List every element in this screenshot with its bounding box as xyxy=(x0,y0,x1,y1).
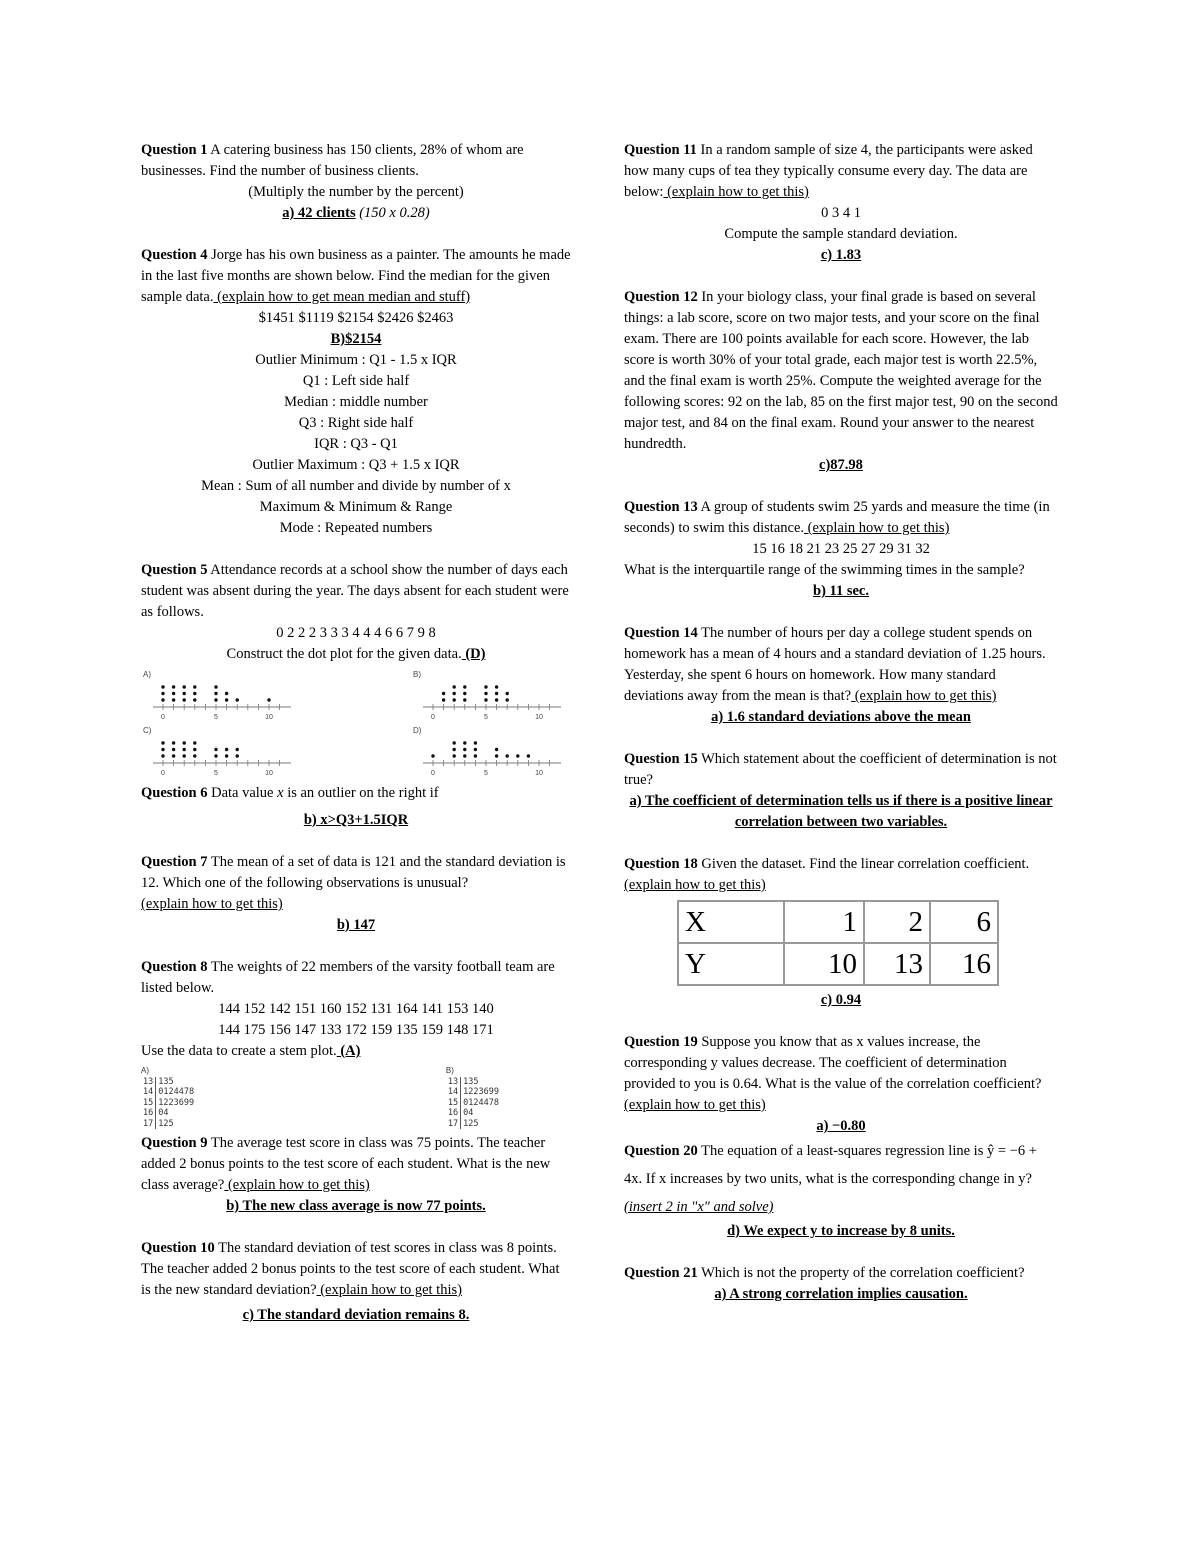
tick-label: 10 xyxy=(535,770,543,777)
stem-value: 15 xyxy=(446,1098,461,1109)
dot-mark xyxy=(183,741,186,744)
stem-row xyxy=(446,1108,501,1119)
stem-row xyxy=(141,1087,196,1098)
dot-mark xyxy=(453,748,456,751)
dot-mark xyxy=(214,685,217,688)
question-label: Question 14 xyxy=(624,625,698,641)
dot-mark xyxy=(453,754,456,757)
question-text: Which statement about the coefficient of determination is not true? xyxy=(624,751,1057,788)
dot-mark xyxy=(516,754,519,757)
dot-mark xyxy=(453,685,456,688)
note: (explain how to get mean median and stuff) xyxy=(213,289,471,305)
dot-plot-a xyxy=(141,669,301,721)
prompt: Use the data to create a stem plot. xyxy=(141,1043,337,1059)
question-text: A catering business has 150 clients, 28% of whom are businesses. Find the number of business clients. xyxy=(141,142,524,179)
question-label: Question 9 xyxy=(141,1135,208,1151)
data-values: $1451 $1119 $2154 $2426 $2463 xyxy=(258,310,454,326)
table-cell: X xyxy=(678,901,784,943)
question-text: The number of hours per day a college student spends on homework has a mean of 4 hours and a standard deviation of 1.25 hours. Yesterday, she spent 6 hours on homework. How many standard deviations away from the mean is that? xyxy=(624,625,1046,704)
note-line: Q3 : Right side half xyxy=(298,415,414,431)
question-label: Question 6 xyxy=(141,785,208,801)
table-row xyxy=(678,901,998,943)
leaf-values: 04 xyxy=(158,1108,169,1118)
dot-plot-c xyxy=(141,725,301,777)
stem-row xyxy=(141,1108,196,1119)
stem-value: 16 xyxy=(446,1108,461,1119)
dot-mark xyxy=(161,754,164,757)
answer: b) x>Q3+1.5IQR xyxy=(303,812,409,828)
dot-mark xyxy=(474,754,477,757)
plot-label: D) xyxy=(413,726,422,735)
question-8 xyxy=(141,957,571,1129)
note-line: Q1 : Left side half xyxy=(302,373,410,389)
data-values: 0 3 4 1 xyxy=(821,205,861,221)
tick-label: 0 xyxy=(161,770,165,777)
answer: b) 11 sec. xyxy=(813,583,869,599)
note-line: Outlier Maximum : Q3 + 1.5 x IQR xyxy=(252,457,460,473)
dot-mark xyxy=(267,698,270,701)
note-line: Outlier Minimum : Q1 - 1.5 x IQR xyxy=(255,352,457,368)
table-cell: 13 xyxy=(864,943,930,985)
question-label: Question 18 xyxy=(624,856,698,872)
question-13 xyxy=(624,497,1058,602)
right-column xyxy=(624,140,1058,1326)
dot-mark xyxy=(453,741,456,744)
table-cell: 6 xyxy=(930,901,998,943)
stem-row xyxy=(141,1077,196,1088)
question-text: Which is not the property of the correlation coefficient? xyxy=(697,1265,1025,1281)
dot-plot-options-row2 xyxy=(141,725,571,777)
dot-mark xyxy=(484,692,487,695)
dot-mark xyxy=(214,754,217,757)
question-label: Question 5 xyxy=(141,562,208,578)
answer: b) 147 xyxy=(336,917,376,933)
dot-plot-d xyxy=(411,725,571,777)
dot-mark xyxy=(193,698,196,701)
question-text: Jorge has his own business as a painter. The amounts he made in the last five months are shown below. Find the median for the given sample data. xyxy=(141,247,571,305)
dot-mark xyxy=(463,685,466,688)
data-values: 0 2 2 2 3 3 3 4 4 4 6 6 7 9 8 xyxy=(276,625,436,641)
tick-label: 0 xyxy=(431,770,435,777)
table-cell: 1 xyxy=(784,901,864,943)
xy-data-table xyxy=(677,900,999,986)
dot-mark xyxy=(474,748,477,751)
question-text: In a random sample of size 4, the participants were asked how many cups of tea they typically consume every day. The data are below: xyxy=(624,142,1033,200)
dot-mark xyxy=(172,754,175,757)
dot-mark xyxy=(193,692,196,695)
left-column xyxy=(141,140,571,1347)
data-values: 144 152 142 151 160 152 131 164 141 153 140 xyxy=(218,1001,494,1017)
answer-note: (150 x 0.28) xyxy=(355,205,430,221)
dot-mark xyxy=(453,698,456,701)
note-line: Mode : Repeated numbers xyxy=(279,520,433,536)
dot-mark xyxy=(442,698,445,701)
leaf-values: 135 xyxy=(158,1076,174,1087)
dot-mark xyxy=(193,685,196,688)
dot-mark xyxy=(495,692,498,695)
answer: d) We expect y to increase by 8 units. xyxy=(727,1223,955,1239)
dot-mark xyxy=(172,685,175,688)
question-21 xyxy=(624,1263,1058,1305)
question-label: Question 20 xyxy=(624,1143,698,1159)
dot-mark xyxy=(161,692,164,695)
question-text: A group of students swim 25 yards and measure the time (in seconds) to swim this distance. xyxy=(624,499,1050,536)
hint: (Multiply the number by the percent) xyxy=(248,184,464,200)
tick-label: 10 xyxy=(265,770,273,777)
question-text: The average test score in class was 75 points. The teacher added 2 bonus points to the test score of each student. What is the new class average? xyxy=(141,1135,551,1193)
dot-mark xyxy=(225,692,228,695)
leaf-values: 135 xyxy=(463,1076,479,1087)
answer: B)$2154 xyxy=(330,331,382,347)
stem-row xyxy=(446,1087,501,1098)
dot-mark xyxy=(183,748,186,751)
question-9 xyxy=(141,1133,571,1217)
dot-mark xyxy=(172,741,175,744)
data-values: 15 16 18 21 23 25 27 29 31 32 xyxy=(752,541,930,557)
stem-value: 13 xyxy=(141,1077,156,1088)
prompt: What is the interquartile range of the swimming times in the sample? xyxy=(624,562,1025,578)
answer: a) A strong correlation implies causation. xyxy=(714,1286,968,1302)
question-text: Suppose you know that as x values increase, the corresponding y values decrease. The coefficient of determination provided to you is 0.64. What is the value of the correlation coefficient? xyxy=(624,1034,1042,1092)
dot-mark xyxy=(183,685,186,688)
stem-table xyxy=(446,1077,501,1130)
question-text: The equation of a least-squares regression line is ŷ = −6 + 4x. If x increases by two units, what is the corresponding change in y? xyxy=(624,1143,1037,1187)
stem-value: 14 xyxy=(141,1087,156,1098)
leaf-values: 04 xyxy=(463,1108,474,1118)
note: (explain how to get this) xyxy=(624,877,766,893)
dot-mark xyxy=(495,748,498,751)
note: (insert 2 in "x" and solve) xyxy=(624,1199,774,1215)
dot-mark xyxy=(463,698,466,701)
question-text: Attendance records at a school show the number of days each student was absent during the year. The days absent for each student were as follows. xyxy=(141,562,569,620)
note-line: Mean : Sum of all number and divide by number of x xyxy=(201,478,511,494)
dot-mark xyxy=(193,748,196,751)
answer: c) The standard deviation remains 8. xyxy=(242,1307,470,1323)
tick-label: 5 xyxy=(484,770,488,777)
prompt: Compute the sample standard deviation. xyxy=(724,226,958,242)
question-text: The mean of a set of data is 121 and the standard deviation is 12. Which one of the following observations is unusual? xyxy=(141,854,566,891)
dot-mark xyxy=(214,698,217,701)
note: (explain how to get this) xyxy=(624,1097,766,1113)
question-6: Question 6 Data value x is an outlier on the right if b) x>Q3+1.5IQR xyxy=(141,783,571,831)
tick-label: 5 xyxy=(214,770,218,777)
question-11 xyxy=(624,140,1058,266)
tick-label: 0 xyxy=(161,714,165,721)
question-5 xyxy=(141,560,571,777)
table-cell: 10 xyxy=(784,943,864,985)
dot-mark xyxy=(214,692,217,695)
answer: a) −0.80 xyxy=(816,1118,866,1134)
dot-mark xyxy=(225,698,228,701)
dot-mark xyxy=(463,692,466,695)
stem-value: 17 xyxy=(446,1119,461,1130)
question-text: Given the dataset. Find the linear correlation coefficient. xyxy=(697,856,1030,872)
question-label: Question 7 xyxy=(141,854,208,870)
note: (explain how to get this) xyxy=(663,184,809,200)
tick-label: 10 xyxy=(265,714,273,721)
answer: a) 1.6 standard deviations above the mean xyxy=(711,709,971,725)
question-label: Question 10 xyxy=(141,1240,215,1256)
dot-mark xyxy=(161,741,164,744)
dot-mark xyxy=(183,698,186,701)
dot-mark xyxy=(193,754,196,757)
answer: (A) xyxy=(336,1043,361,1059)
question-label: Question 15 xyxy=(624,751,698,767)
dot-mark xyxy=(236,754,239,757)
dot-mark xyxy=(506,754,509,757)
question-text: The weights of 22 members of the varsity football team are listed below. xyxy=(141,959,555,996)
question-label: Question 1 xyxy=(141,142,208,158)
stem-row xyxy=(141,1098,196,1109)
question-text: The standard deviation of test scores in class was 8 points. The teacher added 2 bonus points to the test score of each student. What is the new standard deviation? xyxy=(141,1240,560,1298)
tick-label: 5 xyxy=(484,714,488,721)
stem-value: 17 xyxy=(141,1119,156,1130)
leaf-values: 125 xyxy=(158,1118,174,1129)
table-cell: 2 xyxy=(864,901,930,943)
stem-row xyxy=(446,1077,501,1088)
question-18 xyxy=(624,854,1058,1011)
dot-mark xyxy=(236,748,239,751)
tick-label: 0 xyxy=(431,714,435,721)
dot-mark xyxy=(527,754,530,757)
question-19 xyxy=(624,1032,1058,1137)
leaf-values: 0124478 xyxy=(158,1087,195,1097)
question-14 xyxy=(624,623,1058,728)
dot-mark xyxy=(183,754,186,757)
dot-plot-b xyxy=(411,669,571,721)
note-line: Median : middle number xyxy=(284,394,428,410)
plot-label: A) xyxy=(141,1066,149,1075)
dot-mark xyxy=(431,754,434,757)
answer: a) The coefficient of determination tells us if there is a positive linear correlation between two variables. xyxy=(629,793,1053,830)
note: (explain how to get this) xyxy=(804,520,950,536)
leaf-values: 125 xyxy=(463,1118,479,1129)
question-label: Question 21 xyxy=(624,1265,698,1281)
dot-mark xyxy=(193,741,196,744)
question-label: Question 8 xyxy=(141,959,208,975)
table-row xyxy=(678,943,998,985)
leaf-values: 1223699 xyxy=(158,1097,195,1108)
plot-label: B) xyxy=(413,670,421,679)
leaf-values: 1223699 xyxy=(463,1087,499,1097)
note: (explain how to get this) xyxy=(141,896,283,912)
plot-label: B) xyxy=(445,1066,454,1075)
dot-mark xyxy=(236,698,239,701)
stem-row xyxy=(446,1119,501,1130)
table-cell: Y xyxy=(678,943,784,985)
note: (explain how to get this) xyxy=(316,1282,462,1298)
question-label: Question 12 xyxy=(624,289,698,305)
stem-value: 16 xyxy=(141,1108,156,1119)
question-1 xyxy=(141,140,571,224)
question-4 xyxy=(141,245,571,539)
plot-label: A) xyxy=(143,670,151,679)
dot-mark xyxy=(484,685,487,688)
dot-mark xyxy=(172,692,175,695)
question-10 xyxy=(141,1238,571,1326)
question-20 xyxy=(624,1137,1058,1242)
stem-row xyxy=(141,1119,196,1130)
dot-mark xyxy=(183,692,186,695)
dot-plot-options-row1 xyxy=(141,669,571,721)
dot-mark xyxy=(172,698,175,701)
dot-mark xyxy=(484,698,487,701)
dot-mark xyxy=(214,748,217,751)
prompt: Construct the dot plot for the given data. xyxy=(226,646,462,662)
question-text: In your biology class, your final grade is based on several things: a lab score, score on two major tests, and your score on the final exam. There are 100 points available for each score. However, the lab score is worth 30% of your total grade, each major test is worth 22.5%, and the final exam is worth 25%. Compute the weighted average for the following scores: 92 on the lab, 85 on the first major test, 90 on the second major test, and 84 on the final exam. Round your answer to the nearest hundredth. xyxy=(624,289,1058,452)
question-label: Question 19 xyxy=(624,1034,698,1050)
plot-label: C) xyxy=(143,726,152,735)
variable: x xyxy=(277,785,284,801)
dot-mark xyxy=(453,692,456,695)
leaf-values: 0124478 xyxy=(463,1097,499,1108)
dot-mark xyxy=(161,685,164,688)
tick-label: 10 xyxy=(535,714,543,721)
dot-mark xyxy=(161,698,164,701)
data-values: 144 175 156 147 133 172 159 135 159 148 171 xyxy=(218,1022,494,1038)
dot-mark xyxy=(442,692,445,695)
answer: c) 0.94 xyxy=(820,992,862,1008)
stem-value: 13 xyxy=(446,1077,461,1088)
dot-mark xyxy=(463,741,466,744)
answer: c)87.98 xyxy=(819,457,863,473)
question-15 xyxy=(624,749,1058,833)
stem-value: 15 xyxy=(141,1098,156,1109)
note: (explain how to get this) xyxy=(224,1177,370,1193)
answer: (D) xyxy=(461,646,486,662)
dot-mark xyxy=(495,685,498,688)
stem-table xyxy=(141,1077,196,1130)
question-label: Question 13 xyxy=(624,499,698,515)
note: (explain how to get this) xyxy=(851,688,997,704)
dot-mark xyxy=(161,748,164,751)
tick-label: 5 xyxy=(214,714,218,721)
question-label: Question 4 xyxy=(141,247,208,263)
stem-plot-options xyxy=(141,1066,571,1129)
answer: b) The new class average is now 77 points. xyxy=(226,1198,486,1214)
dot-mark xyxy=(506,698,509,701)
question-label: Question 11 xyxy=(624,142,697,158)
dot-mark xyxy=(495,698,498,701)
question-12 xyxy=(624,287,1058,476)
dot-mark xyxy=(463,748,466,751)
dot-mark xyxy=(463,754,466,757)
stem-plot-b xyxy=(446,1066,501,1129)
note-line: IQR : Q3 - Q1 xyxy=(314,436,398,452)
answer: c) 1.83 xyxy=(820,247,862,263)
dot-mark xyxy=(474,741,477,744)
stem-plot-a xyxy=(141,1066,196,1129)
stem-value: 14 xyxy=(446,1087,461,1098)
question-7 xyxy=(141,852,571,936)
dot-mark xyxy=(172,748,175,751)
table-cell: 16 xyxy=(930,943,998,985)
dot-mark xyxy=(495,754,498,757)
dot-mark xyxy=(225,754,228,757)
dot-mark xyxy=(225,748,228,751)
dot-mark xyxy=(506,692,509,695)
stem-row xyxy=(446,1098,501,1109)
answer: a) 42 clients xyxy=(282,205,356,221)
note-line: Maximum & Minimum & Range xyxy=(259,499,453,515)
